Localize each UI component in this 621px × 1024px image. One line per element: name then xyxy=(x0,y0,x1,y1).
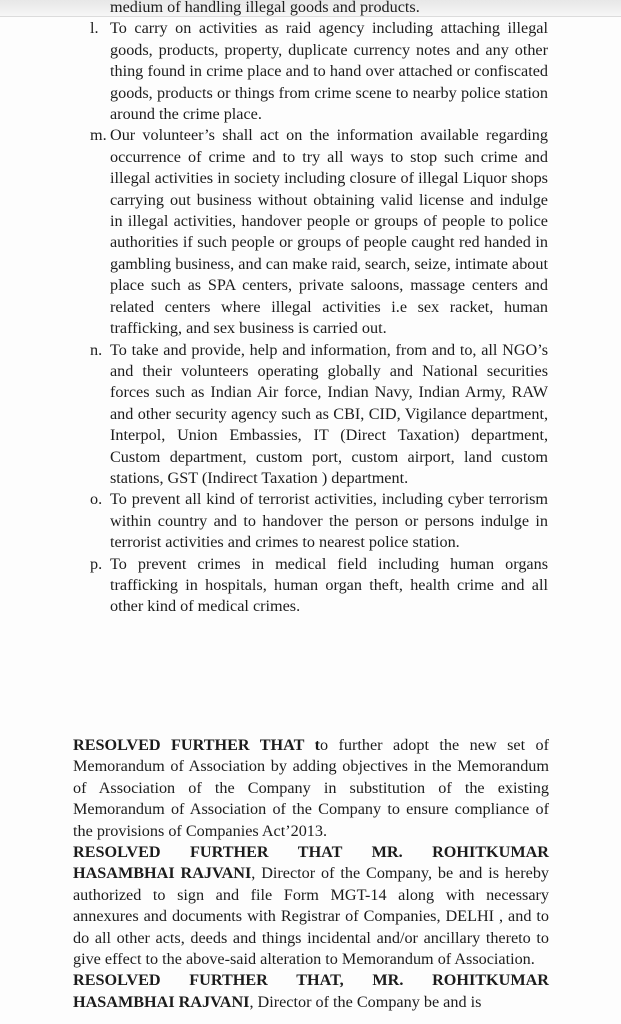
item-text: To prevent all kind of terrorist activities, including cyber terrorism within country and to handover the person or persons indulge in terrorist activities and crimes to nearest police station. xyxy=(110,490,548,552)
item-text: To prevent crimes in medical field including human organs trafficking in hospitals, human organ theft, health crime and all other kind of medical crimes. xyxy=(110,554,548,616)
resolution-paragraph xyxy=(73,970,549,1013)
resolution-heading: RESOLVED FURTHER THAT MR. ROHITKUMAR HASAMBHAI RAJVANI xyxy=(73,843,549,883)
item-text: To carry on activities as raid agency including attaching illegal goods, products, property, duplicate currency notes and any other thing found in crime place and to hand over attached or confiscated goods, products or things from crime scene to nearby police station around the crime place. xyxy=(110,19,548,124)
resolution-paragraph xyxy=(73,842,549,970)
list-item xyxy=(90,0,548,18)
list-item xyxy=(90,18,548,125)
resolutions-section xyxy=(73,735,549,1013)
item-text: To take and provide, help and information, from and to, all NGO’s and their volunteers operating globally and National securities forces such as Indian Air force, Indian Navy, Indian Army, RAW and other security agency such as CBI, CID, Vigilance department, Interpol, Union Embassies, IT (Direct Taxation) department, Custom department, custom port, custom airport, land custom stations, GST (Indirect Taxation ) department. xyxy=(110,340,548,487)
resolution-heading: RESOLVED FURTHER THAT, MR. ROHITKUMAR HASAMBHAI RAJVANI xyxy=(73,971,549,1011)
item-marker: l. xyxy=(90,19,99,38)
list-item xyxy=(90,340,548,490)
resolution-text: , Director of the Company be and is xyxy=(249,992,482,1011)
item-marker: p. xyxy=(90,554,103,573)
item-text: medium of handling illegal goods and products. xyxy=(110,0,420,16)
resolution-paragraph xyxy=(73,735,549,842)
item-marker: n. xyxy=(90,340,103,359)
resolution-text: o further adopt the new set of Memorandum of Association by adding objectives in the Memorandum of Association of the Company in substitution of the existing Memorandum of Association of the Company to ensure compliance of the provisions of Companies Act’2013. xyxy=(73,736,550,840)
item-marker: m. xyxy=(90,126,107,145)
list-item xyxy=(90,554,548,618)
objects-list xyxy=(90,0,548,618)
list-item xyxy=(90,489,548,553)
item-text: Our volunteer’s shall act on the information available regarding occurrence of crime and to try all ways to stop such crime and illegal activities in society including closure of illegal Liquor shops carrying out business without obtaining valid license and indulge in illegal activities, handover people or groups of people to police authorities if such people or groups of people caught red handed in gambling business, and can make raid, search, seize, intimate about place such as SPA centers, private saloons, massage centers and related centers where illegal activities i.e sex racket, human trafficking, and sex business is carried out. xyxy=(110,126,548,338)
list-item xyxy=(90,125,548,339)
resolution-heading: RESOLVED FURTHER THAT t xyxy=(73,736,320,754)
resolution-text: , Director of the Company, be and is hereby authorized to sign and file Form MGT-14 along with necessary annexures and documents with Registrar of Companies, DELHI , and to do all other acts, deeds and things incidental and/or ancillary thereto to give effect to the above-said alteration to Memorandum of Association. xyxy=(73,864,550,969)
item-marker: o. xyxy=(90,490,103,509)
